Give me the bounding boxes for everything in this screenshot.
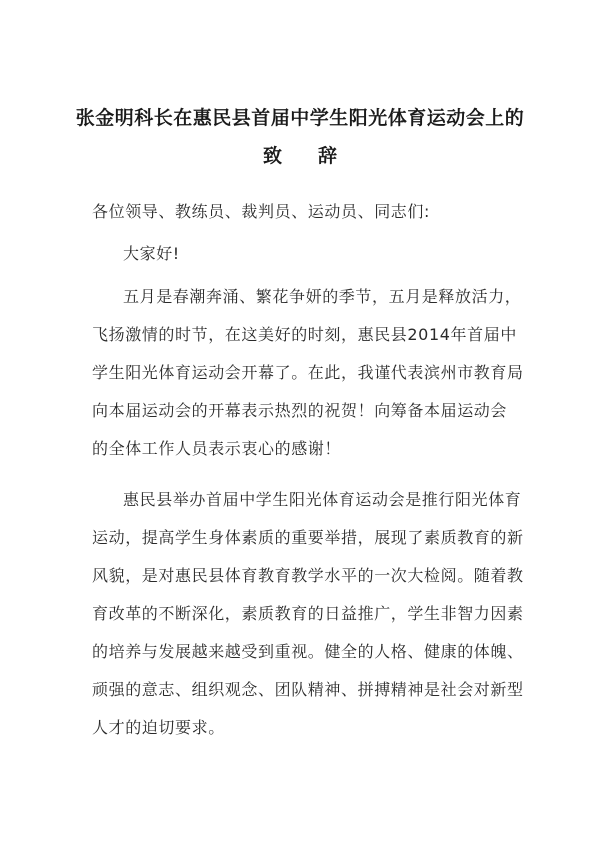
- paragraph-1: [92, 287, 532, 459]
- paragraph-line: 顽强的意志、组织观念、团队精神、拼搏精神是社会对新型: [92, 680, 524, 699]
- paragraph-line: 育改革的不断深化，素质教育的日益推广，学生非智力因素: [92, 604, 524, 623]
- paragraph-2: [92, 490, 532, 738]
- document-title-continued: 致辞: [262, 145, 373, 167]
- paragraph-line: 人才的迫切要求。: [92, 718, 225, 737]
- paragraph-line: 飞扬激情的时节，在这美好的时刻，惠民县2014年首届中: [92, 325, 517, 344]
- paragraph-line: 五月是春潮奔涌、繁花争妍的季节，五月是释放活力，: [123, 287, 522, 306]
- paragraph-line: 的培养与发展越来越受到重视。健全的人格、健康的体魄、: [92, 642, 524, 661]
- document-title: 张金明科长在惠民县首届中学生阳光体育运动会上的: [75, 107, 525, 129]
- paragraph-line: 运动，提高学生身体素质的重要举措，展现了素质教育的新: [92, 528, 524, 547]
- paragraph-line: 学生阳光体育运动会开幕了。在此，我谨代表滨州市教育局: [92, 363, 524, 382]
- paragraph-line: 风貌，是对惠民县体育教育教学水平的一次大检阅。随着教: [92, 566, 524, 585]
- paragraph-line: 的全体工作人员表示衷心的感谢！: [92, 439, 342, 458]
- paragraph-line: 惠民县举办首届中学生阳光体育运动会是推行阳光体育: [123, 490, 522, 509]
- salutation: 各位领导、教练员、裁判员、运动员、同志们:: [92, 202, 430, 221]
- greeting: 大家好!: [123, 244, 180, 263]
- paragraph-line: 向本届运动会的开幕表示热烈的祝贺！向筹备本届运动会: [92, 401, 508, 420]
